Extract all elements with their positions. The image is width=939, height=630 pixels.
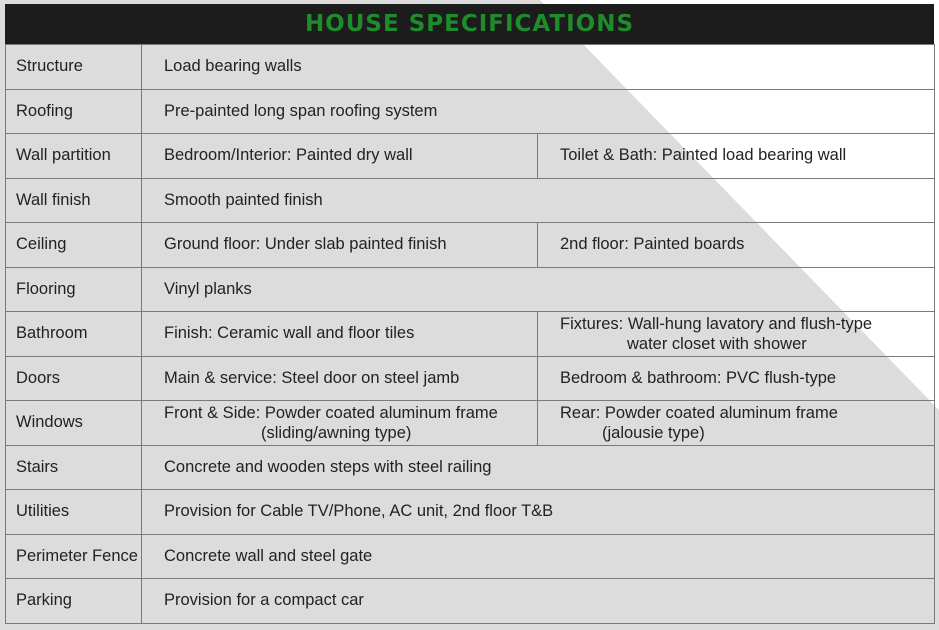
- row-value-left-line2: (sliding/awning type): [261, 423, 412, 442]
- table-row: [6, 134, 935, 179]
- row-value: Provision for a compact car: [142, 579, 935, 624]
- table-row: [6, 401, 935, 446]
- table-row: [6, 490, 935, 535]
- row-label: Parking: [6, 579, 142, 624]
- row-value-right-line2: water closet with shower: [627, 334, 807, 353]
- row-value: Provision for Cable TV/Phone, AC unit, 2nd floor T&B: [142, 490, 935, 535]
- row-label: Structure: [6, 45, 142, 90]
- row-label: Windows: [6, 401, 142, 446]
- row-value: Concrete and wooden steps with steel railing: [142, 445, 935, 490]
- table-row: [6, 356, 935, 401]
- row-value-right-line1: Rear: Powder coated aluminum frame: [560, 403, 838, 422]
- row-value: Smooth painted finish: [142, 178, 935, 223]
- row-value-left: Finish: Ceramic wall and floor tiles: [142, 312, 538, 357]
- row-value-right-line2: (jalousie type): [602, 423, 705, 442]
- table-row: [6, 312, 935, 357]
- row-label: Utilities: [6, 490, 142, 535]
- row-value-right: [538, 312, 935, 357]
- row-value-right: [538, 401, 935, 446]
- row-value-right-line1: Fixtures: Wall-hung lavatory and flush-type: [560, 314, 873, 333]
- row-value-left: Main & service: Steel door on steel jamb: [142, 356, 538, 401]
- row-value-left: [142, 401, 538, 446]
- header-bar: [5, 4, 934, 44]
- row-value-left: Ground floor: Under slab painted finish: [142, 223, 538, 268]
- row-label: Bathroom: [6, 312, 142, 357]
- table-row: [6, 89, 935, 134]
- row-label: Flooring: [6, 267, 142, 312]
- specs-table: [5, 44, 935, 624]
- row-label: Ceiling: [6, 223, 142, 268]
- row-value-left: Bedroom/Interior: Painted dry wall: [142, 134, 538, 179]
- row-value: Concrete wall and steel gate: [142, 534, 935, 579]
- row-label: Perimeter Fence: [6, 534, 142, 579]
- table-row: [6, 45, 935, 90]
- table-row: [6, 579, 935, 624]
- row-value: Pre-painted long span roofing system: [142, 89, 935, 134]
- table-row: [6, 534, 935, 579]
- row-label: Roofing: [6, 89, 142, 134]
- row-value-right: Bedroom & bathroom: PVC flush-type: [538, 356, 935, 401]
- row-label: Stairs: [6, 445, 142, 490]
- row-label: Doors: [6, 356, 142, 401]
- row-value: Vinyl planks: [142, 267, 935, 312]
- row-value: Load bearing walls: [142, 45, 935, 90]
- table-row: [6, 445, 935, 490]
- page-title: HOUSE SPECIFICATIONS: [304, 11, 635, 37]
- row-value-right: Toilet & Bath: Painted load bearing wall: [538, 134, 935, 179]
- row-label: Wall partition: [6, 134, 142, 179]
- table-row: [6, 267, 935, 312]
- row-value-right: 2nd floor: Painted boards: [538, 223, 935, 268]
- table-row: [6, 223, 935, 268]
- row-label: Wall finish: [6, 178, 142, 223]
- row-value-left-line1: Front & Side: Powder coated aluminum frame: [164, 403, 498, 422]
- table-row: [6, 178, 935, 223]
